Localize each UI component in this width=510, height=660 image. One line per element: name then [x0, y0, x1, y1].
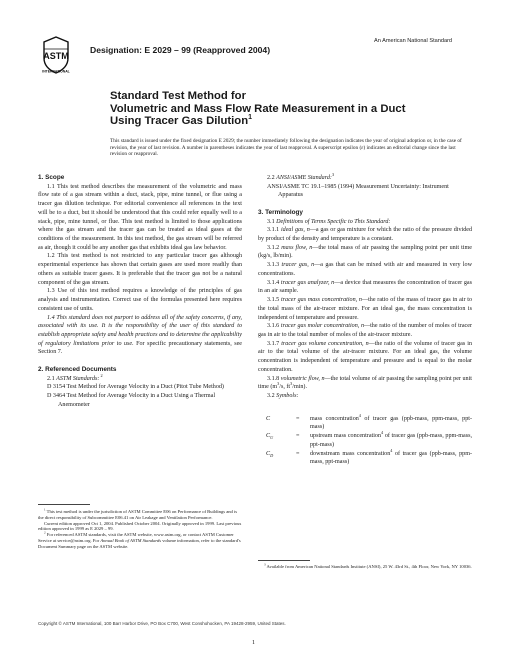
- ref-d3154: D 3154 Test Method for Average Velocity in a Duct (Pitot Tube Method): [47, 384, 224, 391]
- para-1-1: 1.1 This test method describes the measurement of the volumetric and mass flow rate of a gas stream within a duct, stack, pipe, mine tunnel, or flue using a tracer gas dilution technique. For editorial convenience all references in the text will be to a duct, but it should be understood that this could refer equally well to a stack, pipe, mine tunnel, or flue. This test method is limited to those applications where the gas stream and the tracer gas can be treated as ideal gases at the conditions of the measurement. In this test method, the gas stream will be referred as air, though it could be any another gas that exhibits ideal gas law behavior.: [38, 183, 242, 251]
- ref-d3464: D 3464 Test Method for Average Velocity in a Duct Using a Thermal Anemometer: [47, 392, 216, 408]
- term-3-2: 3.2 Symbols:: [267, 392, 299, 399]
- footnote-rule-left: [38, 504, 90, 505]
- title-footnote-mark: 1: [248, 114, 253, 122]
- para-1-3: 1.3 Use of this test method requires a knowledge of the principles of gas analysis and instrumentation. Correct use of the formulas presented here requires consistent use of units.: [38, 288, 242, 312]
- document-title: [110, 90, 440, 128]
- astm-standards-label: 2.1 ASTM Standards: $^2$: [47, 372, 103, 382]
- term-3-1-5: 3.1.5 tracer gas mass concentration, n—the ratio of the mass of tracer gas in air to the total mass of the air-tracer mixture. For an ideal gas, the mass concentration is independent of temperature and pressure.: [258, 297, 472, 321]
- title-line-1: Standard Test Method for: [110, 90, 246, 102]
- footnote-1b: Current edition approved Oct 1, 2004. Published October 2004. Originally approved in 1999. Last previous edition approved in 1999 as E 2029 – 99.: [38, 520, 242, 532]
- copyright: Copyright © ASTM International, 100 Barr Harbor Drive, PO Box C700, West Conshohocken, PA 19428-2959, United States.: [38, 621, 286, 626]
- term-3-1-6: 3.1.6 tracer gas molar concentration, n—the ratio of the number of moles of tracer gas in air to the total number of moles of the air-tracer mixture.: [258, 323, 472, 338]
- symbol-row: $C_U$ = upstream mass concentration$^4$ of tracer gas (ppb-mass, ppm-mass, ppt-mass): [266, 430, 473, 448]
- symbol-row: $C_D$ = downstream mass concentration$^4$ of tracer gas (ppb-mass, ppm-mass, ppt-mass): [266, 447, 472, 466]
- term-3-1: 3.1 Definitions of Terms Specific to This Standard:: [267, 218, 391, 225]
- page-number: 1: [252, 639, 256, 646]
- section-1-heading: 1. Scope: [38, 174, 65, 181]
- footnote-1: $^1$ This test method is under the jurisdiction of ASTM Committee E06 on Performance of Buildings and is the direct responsibility of Subcommittee E06.41 on Air Leakage and Ventilation Performance.: [38, 507, 238, 520]
- footnotes-right: [258, 564, 472, 570]
- term-3-1-8: 3.1.8 volumetric flow, n—the total volume of air passing the sampling point per unit time ($m^3/s$, $ft^3/\min$).: [258, 375, 472, 391]
- ref-ansi-asme: ANSI/ASME TC 19.1–1985 (1994) Measurement Uncertainty: Instrument Apparatus: [267, 183, 449, 199]
- term-3-1-4: 3.1.4 tracer gas analyzer, n—a device that measures the concentration of tracer gas in an air sample.: [258, 279, 472, 295]
- term-3-1-1: 3.1.1 ideal gas, n—a gas or gas mixture for which the ratio of the pressure divided by product of the density and temperature is a constant.: [258, 227, 472, 243]
- term-3-1-2: 3.1.2 mass flow, n—the total mass of air passing the sampling point per unit time (kg/s, lb/min).: [258, 244, 472, 260]
- issuance-note: This standard is issued under the fixed designation E 2029; the number immediately following the designation indicates the year of original adoption or, in the case of revision, the year of last revision. A number in parentheses indicates the year of last reapproval. A superscript epsilon (ε) indicates an editorial change since the last revision or reapproval.: [110, 138, 462, 158]
- para-1-2: 1.2 This test method is not restricted to any particular tracer gas although experimental experience has shown that certain gases are used more readily than others as suitable tracer gases. It is preferable that the tracer gas not be a natural component of the gas stream.: [38, 253, 242, 286]
- title-line-2: Volumetric and Mass Flow Rate Measurement in a Duct: [110, 102, 406, 115]
- left-column: [38, 174, 242, 409]
- ansi-asme-label: 2.2 ANSI/ASME Standard:$^3$: [267, 171, 335, 181]
- designation: Designation: E 2029 – 99 (Reapproved 2004): [90, 45, 271, 55]
- title-line-3: Using Tracer Gas Dilution$^1$: [110, 114, 253, 128]
- logo-subtext: INTERNATIONAL: [42, 69, 70, 74]
- section-2-heading: 2. Referenced Documents: [38, 365, 117, 373]
- footnote-2: $^2$ For referenced ASTM standards, visit the ASTM website, www.astm.org, or contact ASTM Customer Service at service@astm.org. For Annual Book of ASTM Standards volume information, refer to the standard's Document Summary page on the ASTM website.: [38, 530, 241, 549]
- section-3-heading: 3. Terminology: [258, 208, 303, 216]
- astm-logo: [38, 36, 74, 74]
- logo-text: ASTM: [43, 51, 69, 61]
- right-column: [258, 171, 473, 467]
- footnotes-left: [38, 509, 242, 550]
- para-1-4: 1.4 This standard does not purport to address all of the safety concerns, if any, associated with its use. It is the responsibility of the user of this standard to establish appropriate safety and health practices and to determine the applicability of regulatory limitations prior to use. For specific precautionary statements, see Section 7.: [38, 314, 242, 356]
- term-3-1-7: 3.1.7 tracer gas volume concentration, n—the ratio of the volume of tracer gas in air to the total volume of the air-tracer mixture. For an ideal gas, the volume concentration is independent of temperature and pressure and is equal to the molar concentration.: [258, 340, 473, 373]
- footnote-rule-right: [258, 560, 310, 561]
- ansi-label: An American National Standard: [374, 38, 453, 44]
- term-3-1-3: 3.1.3 tracer gas, n—a gas that can be mixed with air and measured in very low concentrations.: [258, 262, 472, 277]
- symbol-row: C = mass concentration$^4$ of tracer gas (ppb-mass, ppm-mass, ppt-mass): [266, 412, 472, 431]
- footnote-3: $^3$ Available from American National Standards Institute (ANSI), 25 W. 43rd St., 4th Floor, New York, NY 10036.: [264, 562, 472, 569]
